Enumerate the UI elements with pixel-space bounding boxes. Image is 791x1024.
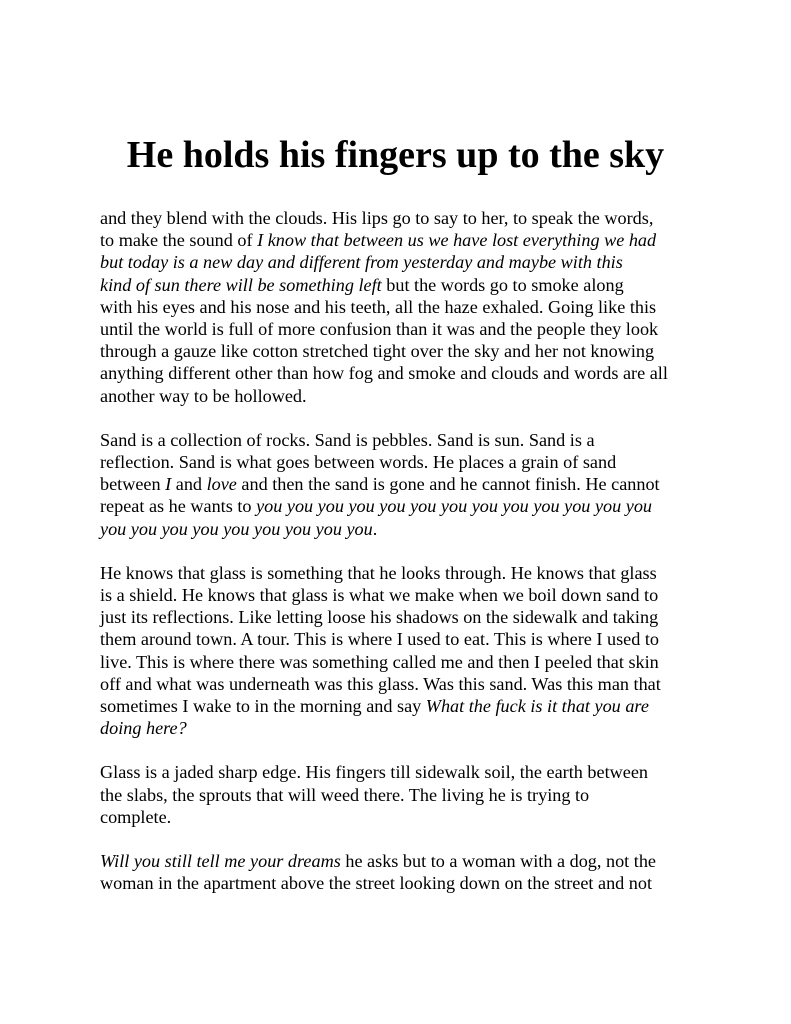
- text-line: [100, 251, 696, 273]
- italic-text: Will you still tell me your dreams: [100, 851, 341, 872]
- italic-text: I know that between us we have lost everything we had: [257, 230, 657, 251]
- text-run: sometimes I wake to in the morning and say: [100, 696, 426, 717]
- text-run: to make the sound of: [100, 230, 258, 251]
- text-line: [100, 296, 696, 318]
- text-run: them around town. A tour. This is where I used to eat. This is where I used to: [100, 629, 660, 650]
- text-run: Sand is a collection of rocks. Sand is pebbles. Sand is sun. Sand is a: [100, 429, 595, 450]
- text-run: complete.: [100, 806, 172, 827]
- text-line: [100, 651, 696, 673]
- text-line: [100, 207, 696, 229]
- paragraph: [100, 850, 696, 894]
- text-line: [100, 518, 696, 540]
- text-run: .: [372, 518, 378, 539]
- text-line: [100, 850, 696, 872]
- text-run: and then the sand is gone and he cannot finish. He cannot: [236, 474, 660, 495]
- text-run: until the world is full of more confusion than it was and the people they look: [100, 319, 659, 340]
- italic-text: but today is a new day and different from yesterday and maybe with this: [100, 252, 623, 273]
- text-line: [100, 495, 696, 517]
- italic-text: you you you you you you you you you you you you you: [256, 496, 653, 517]
- text-run: is a shield. He knows that glass is what we make when we boil down sand to: [100, 585, 659, 606]
- text-run: the slabs, the sprouts that will weed there. The living he is trying to: [100, 784, 590, 805]
- text-line: [100, 695, 696, 717]
- body-text: [100, 207, 696, 916]
- paragraph: [100, 562, 696, 740]
- text-run: between: [100, 474, 166, 495]
- text-run: He knows that glass is something that he looks through. He knows that glass: [100, 562, 657, 583]
- text-line: [100, 473, 696, 495]
- text-run: live. This is where there was something called me and then I peeled that skin: [100, 651, 659, 672]
- text-line: [100, 229, 696, 251]
- text-run: another way to be hollowed.: [100, 385, 307, 406]
- italic-text: What the fuck is it that you are: [425, 696, 649, 717]
- text-line: [100, 362, 696, 384]
- italic-text: doing here?: [100, 718, 187, 739]
- text-line: [100, 385, 696, 407]
- paragraph: [100, 761, 696, 828]
- text-run: and they blend with the clouds. His lips go to say to her, to speak the words,: [100, 208, 654, 228]
- text-line: [100, 584, 696, 606]
- text-line: [100, 628, 696, 650]
- italic-text: love: [206, 474, 237, 495]
- text-run: repeat as he wants to: [100, 496, 257, 517]
- italic-text: you you you you you you you you you: [100, 518, 373, 539]
- text-run: just its reflections. Like letting loose his shadows on the sidewalk and taking: [100, 607, 659, 628]
- text-run: off and what was underneath was this glass. Was this sand. Was this man that: [100, 673, 661, 694]
- paragraph: [100, 207, 696, 407]
- text-run: reflection. Sand is what goes between words. He places a grain of sand: [100, 452, 617, 473]
- text-run: he asks but to a woman with a dog, not the: [340, 851, 656, 872]
- text-run: Glass is a jaded sharp edge. His fingers till sidewalk soil, the earth between: [100, 762, 649, 783]
- text-line: [100, 340, 696, 362]
- text-line: [100, 451, 696, 473]
- text-line: [100, 761, 696, 783]
- text-line: [100, 429, 696, 451]
- text-run: and: [171, 474, 207, 495]
- text-line: [100, 806, 696, 828]
- text-run: through a gauze like cotton stretched tight over the sky and her not knowing: [100, 341, 655, 362]
- text-run: with his eyes and his nose and his teeth, all the haze exhaled. Going like this: [100, 296, 657, 317]
- text-line: [100, 717, 696, 739]
- paragraph: [100, 429, 696, 540]
- text-line: [100, 318, 696, 340]
- text-run: woman in the apartment above the street looking down on the street and not: [100, 873, 653, 894]
- text-line: [100, 274, 696, 296]
- text-line: [100, 562, 696, 584]
- text-run: anything different other than how fog and smoke and clouds and words are all: [100, 363, 668, 384]
- text-line: [100, 606, 696, 628]
- text-line: [100, 673, 696, 695]
- italic-text: kind of sun there will be something left: [100, 274, 382, 295]
- page-title: He holds his fingers up to the sky: [126, 134, 665, 176]
- text-line: [100, 872, 696, 894]
- text-run: but the words go to smoke along: [381, 274, 624, 295]
- text-line: [100, 784, 696, 806]
- italic-text: I: [165, 474, 172, 495]
